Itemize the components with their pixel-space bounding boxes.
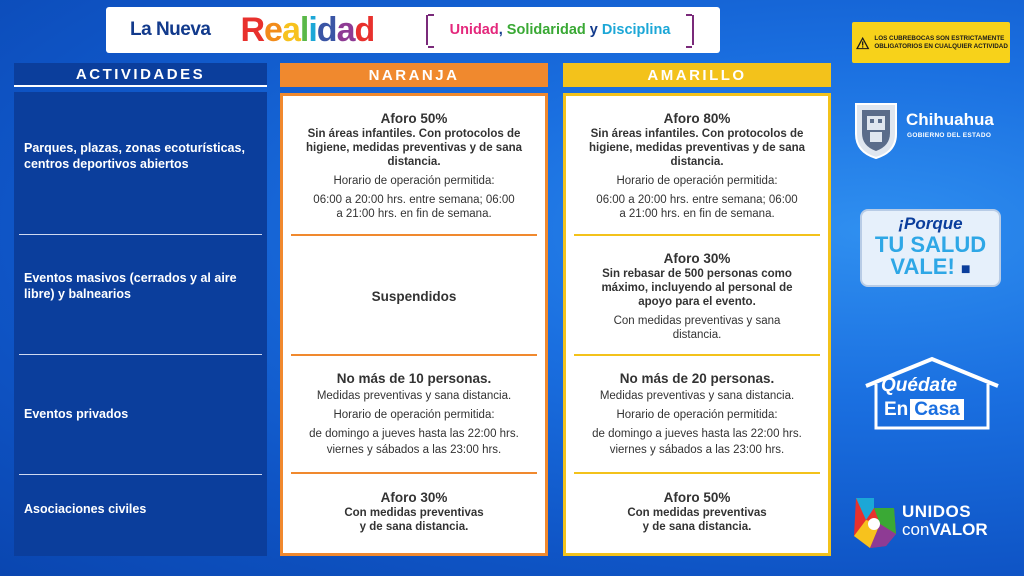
amarillo-masivos-medidas: Con medidas preventivas y sana distancia. (613, 315, 781, 341)
unidos-con-valor-logo (850, 494, 1020, 550)
naranja-asociaciones-cell (283, 489, 545, 534)
naranja-privados-cell (283, 370, 545, 457)
tu-salud-vale-badge (860, 209, 1001, 287)
naranja-privados-horario-label: Horario de operación permitida: (333, 409, 495, 421)
amarillo-masivos-aforo: Aforo 30% (663, 251, 731, 266)
salud-line-2: TU SALUD (874, 232, 987, 257)
naranja-masivos-cell (283, 288, 545, 305)
unidos-text: UNIDOS (902, 502, 972, 521)
slogan-y: y (585, 22, 602, 38)
state-map-icon: ■ (960, 261, 971, 278)
salud-line-3 (862, 256, 999, 281)
activity-asociaciones: Asociaciones civiles (24, 502, 147, 516)
amarillo-parques-horario-label: Horario de operación permitida: (616, 175, 778, 187)
valor-text: VALOR (929, 520, 988, 539)
warning-icon (855, 29, 870, 57)
realidad-letter: a (281, 10, 300, 49)
activities-column (14, 92, 267, 556)
naranja-parques-protocolos: Sin áreas infantiles. Con protocolos de higiene, medidas preventivas y de sana distancia. (305, 128, 523, 168)
amarillo-privados-limite: No más de 20 personas. (619, 371, 775, 386)
naranja-asociaciones-medidas: Con medidas preventivas y de sana distancia. (344, 507, 484, 533)
naranja-parques-horario: 06:00 a 20:00 hrs. entre semana; 06:00 a 21:00 hrs. en fin de semana. (313, 194, 515, 220)
amarillo-parques-aforo: Aforo 80% (663, 111, 731, 126)
naranja-parques-aforo: Aforo 50% (380, 111, 448, 126)
en-casa-text (884, 399, 964, 421)
amarillo-parques-protocolos: Sin áreas infantiles. Con protocolos de higiene, medidas preventivas y de sana distancia. (588, 128, 806, 168)
activity-divider (19, 474, 262, 475)
naranja-asociaciones-aforo: Aforo 30% (380, 490, 448, 505)
amarillo-privados-horario-2: viernes y sábados a las 23:00 hrs. (609, 444, 785, 456)
header-amarillo: AMARILLO (563, 63, 831, 87)
naranja-privados-limite: No más de 10 personas. (336, 371, 492, 386)
salud-line-1: ¡Porque (898, 214, 963, 233)
amarillo-asociaciones-cell (566, 489, 828, 534)
activity-parques: Parques, plazas, zonas ecoturísticas, centros deportivos abiertos (24, 141, 245, 171)
chihuahua-title: Chihuahua (906, 110, 994, 129)
naranja-divider (291, 234, 537, 236)
en-text: En (884, 399, 909, 420)
naranja-divider (291, 472, 537, 474)
slogan-disciplina: Disciplina (601, 22, 671, 38)
realidad-letter: l (299, 10, 309, 49)
amarillo-masivos-limite: Sin rebasar de 500 personas como máximo, incluyendo al personal de apoyo para el evento. (601, 268, 793, 308)
chihuahua-government-logo (850, 98, 1020, 160)
activity-eventos-masivos: Eventos masivos (cerrados y al aire libre) y balnearios (24, 271, 237, 301)
amarillo-privados-horario-1: de domingo a jueves hasta las 22:00 hrs. (592, 428, 802, 440)
casa-text: Casa (910, 399, 963, 420)
amarillo-masivos-cell (566, 250, 828, 342)
banner-la-nueva: La Nueva (130, 19, 211, 40)
con-valor-text (902, 520, 988, 540)
header-naranja: NARANJA (280, 63, 548, 87)
realidad-letter: e (264, 10, 282, 49)
realidad-letter: a (336, 10, 355, 49)
state-map-logo-icon (850, 494, 898, 550)
slogan-comma: , (498, 22, 507, 38)
state-shield-icon (850, 98, 902, 160)
realidad-letter: R (240, 10, 265, 49)
amarillo-parques-horario: 06:00 a 20:00 hrs. entre semana; 06:00 a 21:00 hrs. en fin de semana. (596, 194, 798, 220)
naranja-masivos-suspendidos: Suspendidos (371, 289, 457, 304)
amarillo-privados-cell (566, 370, 828, 457)
salud-vale: VALE! (890, 254, 955, 279)
amarillo-privados-medidas: Medidas preventivas y sana distancia. (599, 390, 795, 402)
header-actividades: ACTIVIDADES (14, 63, 267, 87)
slogan-unidad: Unidad (449, 22, 499, 38)
amarillo-column (563, 93, 831, 556)
naranja-column (280, 93, 548, 556)
naranja-privados-horario-1: de domingo a jueves hasta las 22:00 hrs. (309, 428, 519, 440)
naranja-parques-horario-label: Horario de operación permitida: (333, 175, 495, 187)
amarillo-divider (574, 472, 820, 474)
realidad-letter: d (354, 10, 375, 49)
slogan-solidaridad: Solidaridad (506, 22, 586, 38)
con-text: con (902, 520, 930, 539)
title-banner (106, 7, 720, 53)
banner-realidad (240, 11, 374, 50)
amarillo-parques-cell (566, 110, 828, 221)
banner-slogan (450, 22, 671, 38)
amarillo-divider (574, 354, 820, 356)
naranja-privados-medidas: Medidas preventivas y sana distancia. (316, 390, 512, 402)
mask-warning-banner (852, 22, 1010, 63)
amarillo-divider (574, 234, 820, 236)
realidad-letter: d (316, 10, 337, 49)
amarillo-privados-horario-label: Horario de operación permitida: (616, 409, 778, 421)
activity-divider (19, 234, 262, 235)
gobierno-estado-label: GOBIERNO DEL ESTADO (907, 132, 992, 139)
naranja-privados-horario-2: viernes y sábados a las 23:00 hrs. (326, 444, 502, 456)
quedate-en-casa-logo (862, 356, 1002, 432)
banner-slogan-bracket (426, 15, 694, 45)
naranja-parques-cell (283, 110, 545, 221)
activity-eventos-privados: Eventos privados (24, 407, 129, 421)
quedate-text: Quédate (881, 375, 958, 396)
realidad-letter: i (308, 10, 317, 49)
amarillo-asociaciones-aforo: Aforo 50% (663, 490, 731, 505)
amarillo-asociaciones-medidas: Con medidas preventivas y de sana distancia. (627, 507, 767, 533)
mask-warning-text: LOS CUBREBOCAS SON ESTRICTAMENTE OBLIGATORIOS EN CUALQUIER ACTIVIDAD (874, 34, 1008, 50)
naranja-divider (291, 354, 537, 356)
activity-divider (19, 354, 262, 355)
